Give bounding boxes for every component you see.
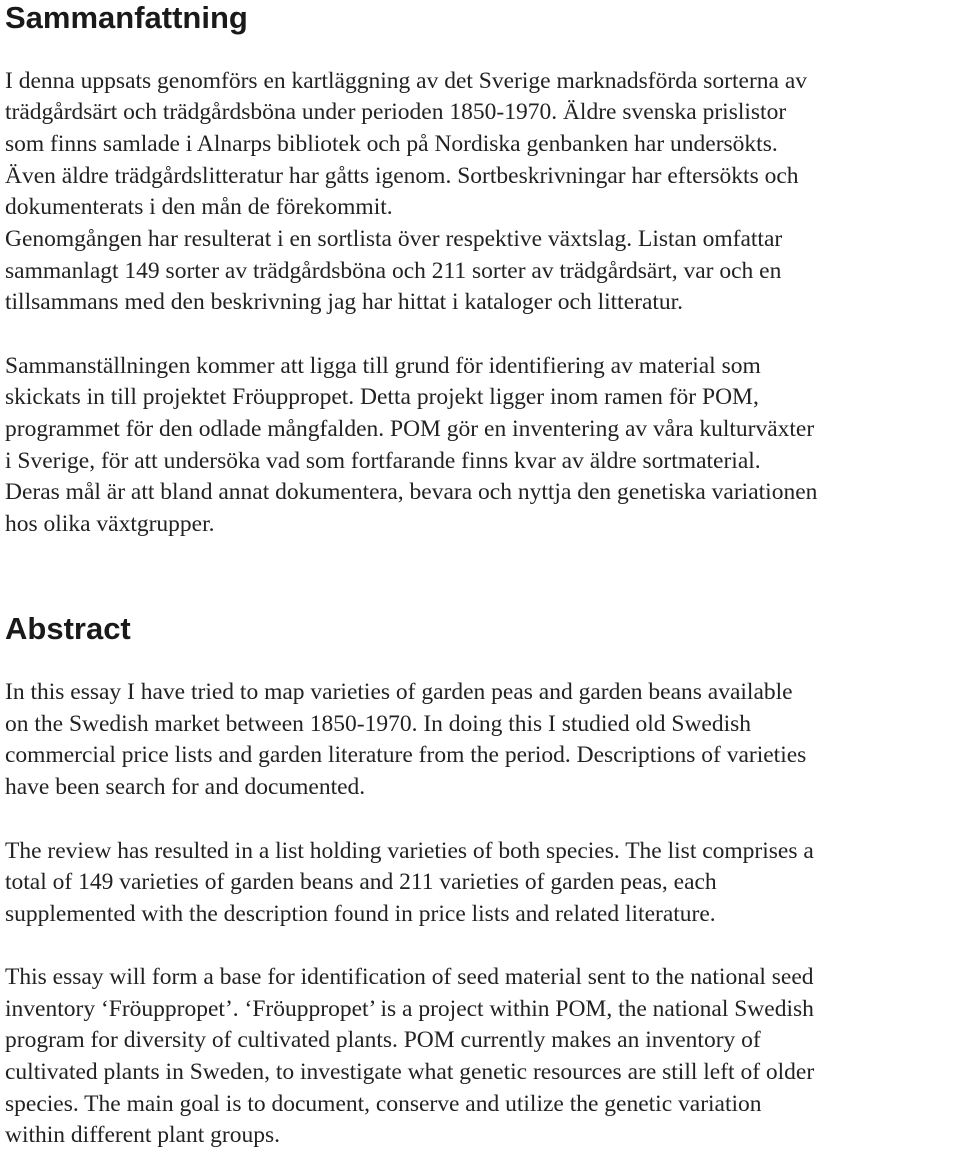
- summary-line: Sammanställningen kommer att ligga till grund för identifiering av material som: [5, 353, 761, 379]
- summary-line: Deras mål är att bland annat dokumentera, bevara och nyttja den genetiska variationen: [5, 479, 818, 505]
- summary-line: i Sverige, för att undersöka vad som fortfarande finns kvar av äldre sortmaterial.: [5, 448, 761, 474]
- abstract-line: species. The main goal is to document, conserve and utilize the genetic variation: [5, 1091, 762, 1117]
- abstract-line: total of 149 varieties of garden beans and 211 varieties of garden peas, each: [5, 869, 717, 895]
- summary-line: programmet för den odlade mångfalden. POM gör en inventering av våra kulturväxter: [5, 416, 815, 442]
- summary-line: Genomgången har resulterat i en sortlista över respektive växtslag. Listan omfattar: [5, 226, 783, 252]
- abstract-line: within different plant groups.: [5, 1122, 280, 1148]
- summary-line: skickats in till projektet Fröuppropet. Detta projekt ligger inom ramen för POM,: [5, 384, 759, 410]
- summary-line: sammanlagt 149 sorter av trädgårdsböna och 211 sorter av trädgårdsärt, var och en: [5, 258, 782, 284]
- summary-line: tillsammans med den beskrivning jag har hittat i kataloger och litteratur.: [5, 289, 684, 315]
- abstract-line: This essay will form a base for identification of seed material sent to the national seed: [5, 964, 814, 990]
- abstract-line: In this essay I have tried to map varieties of garden peas and garden beans available: [5, 679, 793, 705]
- summary-line: Även äldre trädgårdslitteratur har gåtts igenom. Sortbeskrivningar har eftersökts och: [5, 163, 799, 189]
- abstract-line: inventory ‘Fröuppropet’. ‘Fröuppropet’ is a project within POM, the national Swedish: [5, 996, 814, 1022]
- abstract-line: The review has resulted in a list holding varieties of both species. The list comprises a: [5, 838, 814, 864]
- abstract-line: commercial price lists and garden literature from the period. Descriptions of varieties: [5, 742, 807, 768]
- abstract-line: cultivated plants in Sweden, to investigate what genetic resources are still left of older: [5, 1059, 815, 1085]
- abstract-heading: Abstract: [5, 611, 131, 646]
- summary-line: I denna uppsats genomförs en kartläggning av det Sverige marknadsförda sorterna av: [5, 68, 808, 94]
- summary-heading: Sammanfattning: [5, 0, 248, 35]
- summary-line: trädgårdsärt och trädgårdsböna under perioden 1850-1970. Äldre svenska prislistor: [5, 99, 787, 125]
- abstract-line: supplemented with the description found in price lists and related literature.: [5, 901, 716, 927]
- summary-line: som finns samlade i Alnarps bibliotek och på Nordiska genbanken har undersökts.: [5, 131, 778, 157]
- summary-line: hos olika växtgrupper.: [5, 511, 215, 537]
- abstract-line: on the Swedish market between 1850-1970. In doing this I studied old Swedish: [5, 711, 752, 737]
- abstract-line: have been search for and documented.: [5, 774, 366, 800]
- abstract-line: program for diversity of cultivated plants. POM currently makes an inventory of: [5, 1027, 761, 1053]
- summary-line: dokumenterats i den mån de förekommit.: [5, 194, 393, 220]
